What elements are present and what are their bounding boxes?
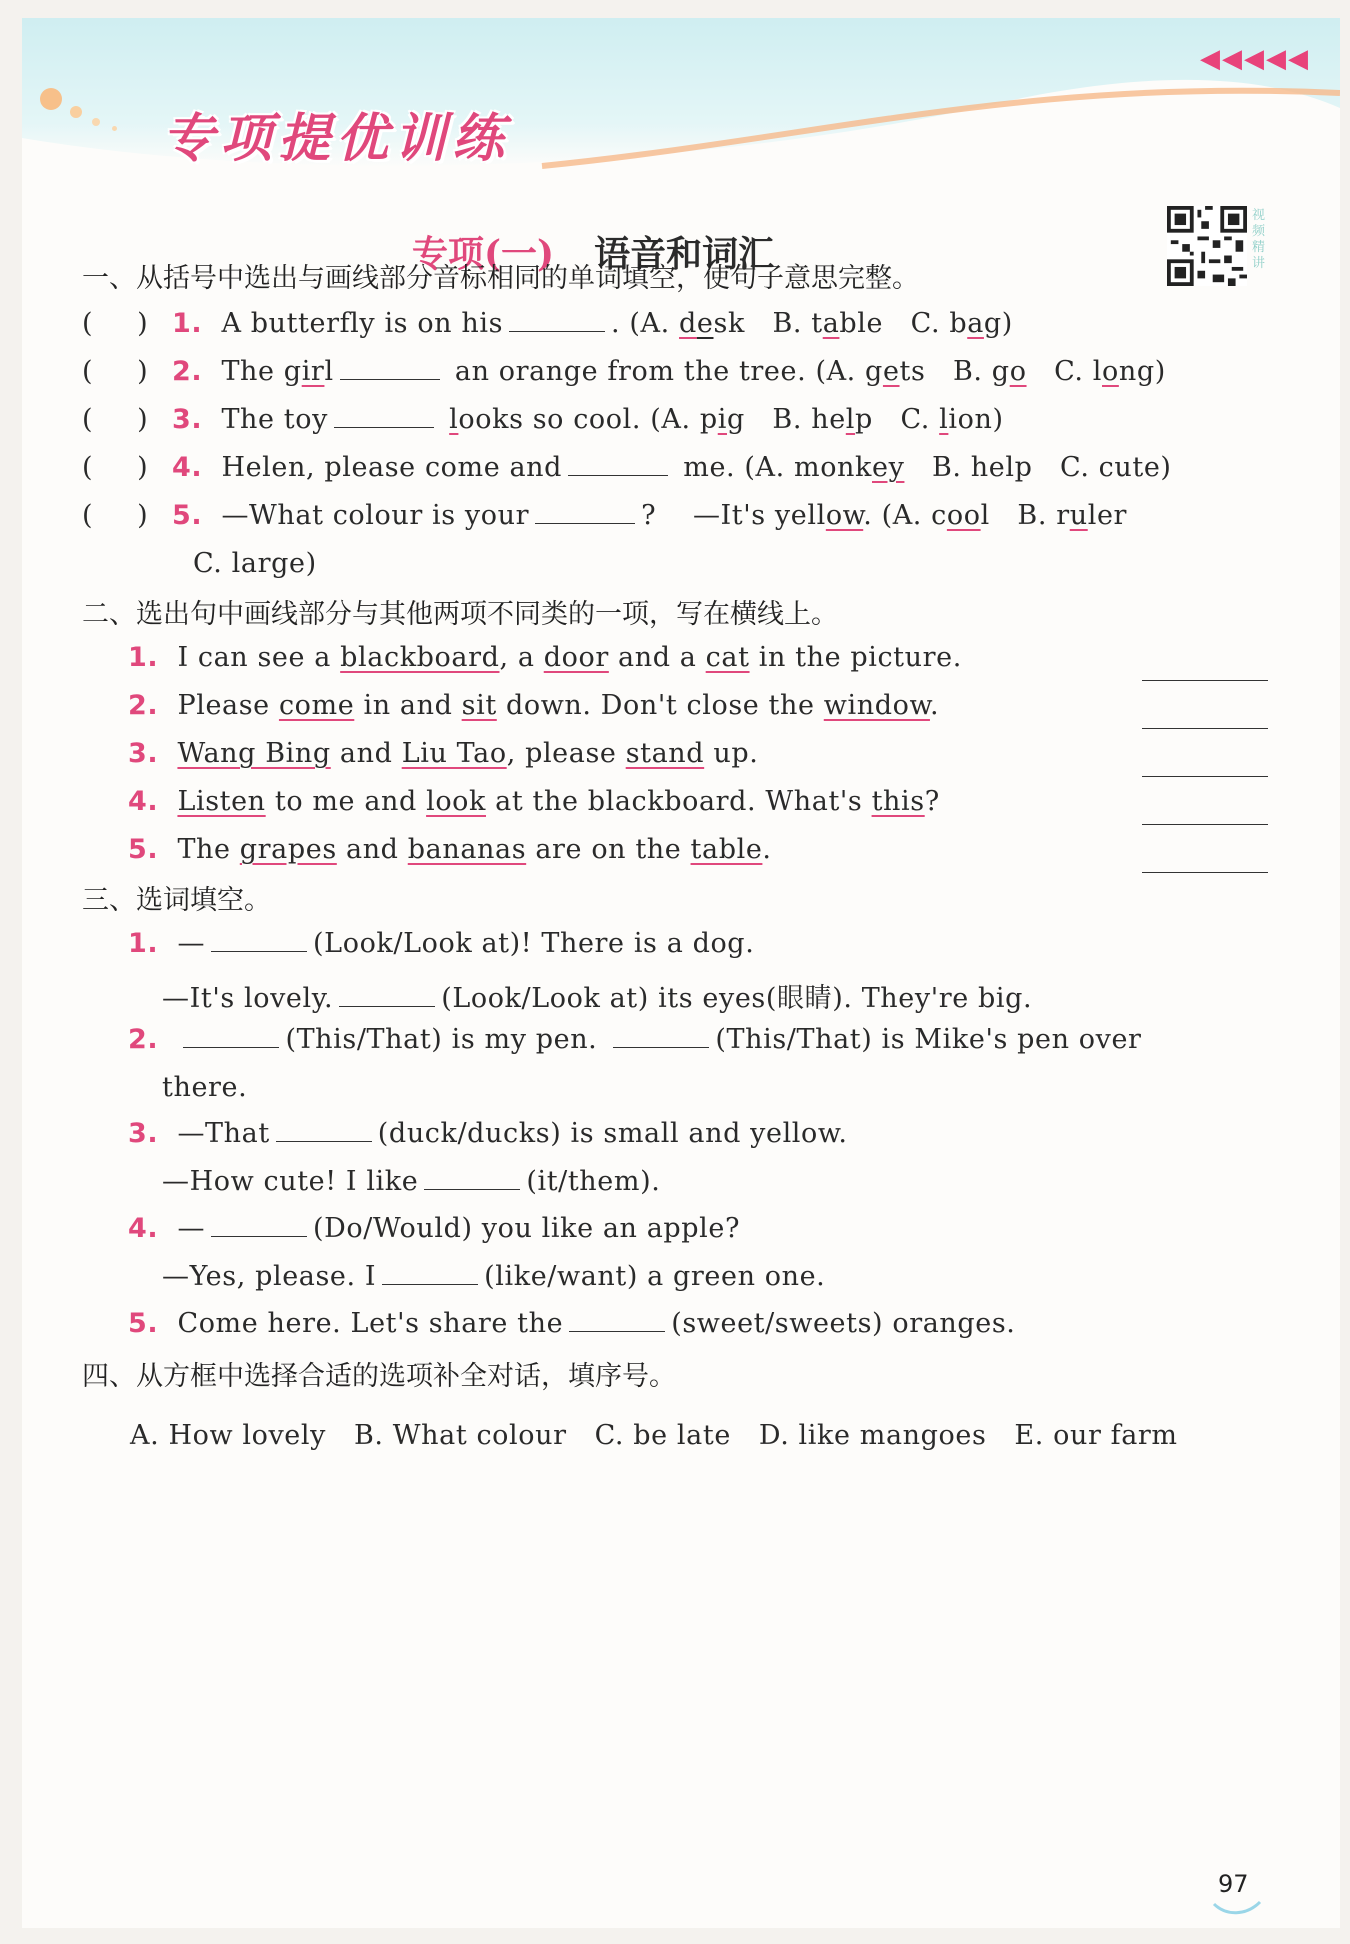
question-row	[162, 1261, 825, 1292]
question-row	[82, 452, 1172, 483]
paren-open: (	[82, 356, 94, 387]
paren-close: )	[137, 404, 149, 435]
answer-line[interactable]	[1142, 824, 1268, 825]
question-text: (Do/Would) you like an apple?	[313, 1213, 741, 1244]
question-row-continued: there.	[162, 1072, 248, 1103]
question-text: A butterfly is on his	[221, 308, 504, 339]
question-number: 2.	[172, 356, 203, 387]
question-text: Helen, please come and	[221, 452, 563, 483]
question-number: 3.	[128, 1118, 159, 1149]
question-text: (duck/ducks) is small and yellow.	[377, 1118, 848, 1149]
dot-decoration	[70, 106, 82, 118]
question-row	[82, 308, 1013, 339]
options-box	[130, 1420, 1178, 1451]
answer-paren[interactable]	[82, 308, 172, 339]
qr-caption: 视频精讲	[1252, 208, 1266, 271]
question-number: 4.	[172, 452, 203, 483]
question-text: —What colour is your	[221, 500, 530, 531]
question-row	[162, 976, 1032, 1015]
question-text: —	[177, 1213, 206, 1244]
banner-title: 专项提优训练	[162, 109, 511, 169]
paren-open: (	[82, 404, 94, 435]
option-c: C. be late	[594, 1420, 731, 1451]
question-row	[128, 1024, 1142, 1055]
answer-paren[interactable]	[82, 356, 172, 387]
paren-open: (	[82, 500, 94, 531]
question-text: (This/That) is Mike's pen over	[715, 1024, 1142, 1055]
part3-heading: 三、选词填空。	[82, 885, 271, 916]
answer-paren[interactable]	[82, 404, 172, 435]
question-text: —That	[177, 1118, 270, 1149]
answer-blank[interactable]	[382, 1264, 478, 1285]
question-text: (Look/Look at) its eyes(眼睛). They're big.	[441, 983, 1033, 1014]
answer-blank[interactable]	[183, 1027, 279, 1048]
dot-decoration	[40, 88, 62, 110]
question-text: The toy	[221, 404, 328, 435]
paren-close: )	[137, 500, 149, 531]
question-number: 5.	[128, 834, 159, 865]
question-text: —	[177, 928, 206, 959]
question-text: The girl	[221, 356, 334, 387]
paren-close: )	[137, 308, 149, 339]
page-number-swoosh-icon	[1212, 1900, 1262, 1916]
section-label: 专项(一)	[412, 233, 555, 275]
question-options: ? —It's yellow. (A. cool B. ruler	[641, 500, 1128, 531]
question-number: 3.	[172, 404, 203, 435]
qr-code-icon[interactable]	[1167, 206, 1247, 286]
question-row	[82, 404, 1004, 435]
question-options: . (A. desk B. table C. bag)	[611, 308, 1013, 339]
dot-decoration	[92, 118, 100, 126]
question-row	[128, 642, 962, 673]
question-number: 1.	[128, 928, 159, 959]
answer-line[interactable]	[1142, 728, 1268, 729]
question-row	[128, 738, 758, 769]
question-row	[128, 690, 939, 721]
option-d: D. like mangoes	[758, 1420, 987, 1451]
answer-blank[interactable]	[340, 359, 440, 380]
part4-heading: 四、从方框中选择合适的选项补全对话，填序号。	[82, 1361, 676, 1392]
answer-line[interactable]	[1142, 680, 1268, 681]
answer-blank[interactable]	[211, 1216, 307, 1237]
page-number: 97	[1218, 1870, 1249, 1898]
answer-blank[interactable]	[569, 1311, 665, 1332]
answer-blank[interactable]	[613, 1027, 709, 1048]
answer-blank[interactable]	[339, 986, 435, 1007]
question-row	[82, 500, 1127, 531]
question-row	[128, 1118, 848, 1149]
section-title: 语音和词汇	[594, 233, 775, 275]
question-options: me. (A. monkey B. help C. cute)	[674, 452, 1172, 483]
answer-paren[interactable]	[82, 500, 172, 531]
question-text: The grapes and bananas are on the table.	[177, 834, 772, 865]
paren-open: (	[82, 308, 94, 339]
answer-blank[interactable]	[509, 311, 605, 332]
question-options: an orange from the tree. (A. gets B. go C. long)	[445, 356, 1166, 387]
question-text: —It's lovely.	[162, 983, 334, 1014]
answer-blank[interactable]	[568, 455, 668, 476]
option-e: E. our farm	[1014, 1420, 1178, 1451]
question-number: 2.	[128, 1024, 159, 1055]
question-row-continued: C. large)	[193, 548, 317, 579]
question-number: 5.	[128, 1308, 159, 1339]
question-text: —Yes, please. I	[162, 1261, 377, 1292]
part2-heading: 二、选出句中画线部分与其他两项不同类的一项，写在横线上。	[82, 599, 838, 630]
answer-blank[interactable]	[535, 503, 635, 524]
dot-decoration	[112, 126, 117, 131]
part1-heading: 一、从括号中选出与画线部分音标相同的单词填空，使句子意思完整。	[82, 263, 919, 294]
answer-blank[interactable]	[334, 407, 434, 428]
question-number: 5.	[172, 500, 203, 531]
option-a: A. How lovely	[130, 1420, 326, 1451]
question-number: 4.	[128, 1213, 159, 1244]
question-text: (Look/Look at)! There is a dog.	[313, 928, 755, 959]
question-text: (it/them).	[526, 1166, 661, 1197]
answer-blank[interactable]	[211, 931, 307, 952]
arrow-decoration-icon: ◀◀◀◀◀	[1200, 44, 1310, 74]
question-row	[128, 786, 940, 817]
question-text: Listen to me and look at the blackboard. What's this?	[177, 786, 940, 817]
question-text: I can see a blackboard, a door and a cat in the picture.	[177, 642, 962, 673]
answer-blank[interactable]	[424, 1169, 520, 1190]
question-text: (This/That) is my pen.	[285, 1024, 598, 1055]
answer-paren[interactable]	[82, 452, 172, 483]
question-row	[128, 1213, 740, 1244]
question-number: 2.	[128, 690, 159, 721]
answer-line[interactable]	[1142, 872, 1268, 873]
question-row	[128, 834, 772, 865]
question-text: (like/want) a green one.	[484, 1261, 826, 1292]
question-options: looks so cool. (A. pig B. help C. lion)	[449, 404, 1004, 435]
question-row	[162, 1166, 660, 1197]
question-number: 1.	[128, 642, 159, 673]
question-text: (sweet/sweets) oranges.	[671, 1308, 1016, 1339]
question-text: —How cute! I like	[162, 1166, 419, 1197]
paren-close: )	[137, 452, 149, 483]
question-text: Please come in and sit down. Don't close the window.	[177, 690, 940, 721]
question-row	[82, 356, 1166, 387]
question-row	[128, 928, 754, 959]
paren-close: )	[137, 356, 149, 387]
question-text: Come here. Let's share the	[177, 1308, 564, 1339]
workbook-page	[22, 18, 1340, 1928]
answer-line[interactable]	[1142, 776, 1268, 777]
paren-open: (	[82, 452, 94, 483]
question-number: 3.	[128, 738, 159, 769]
answer-blank[interactable]	[276, 1121, 372, 1142]
question-number: 4.	[128, 786, 159, 817]
question-text: Wang Bing and Liu Tao, please stand up.	[177, 738, 759, 769]
question-number: 1.	[172, 308, 203, 339]
option-b: B. What colour	[353, 1420, 567, 1451]
question-row	[128, 1308, 1016, 1339]
